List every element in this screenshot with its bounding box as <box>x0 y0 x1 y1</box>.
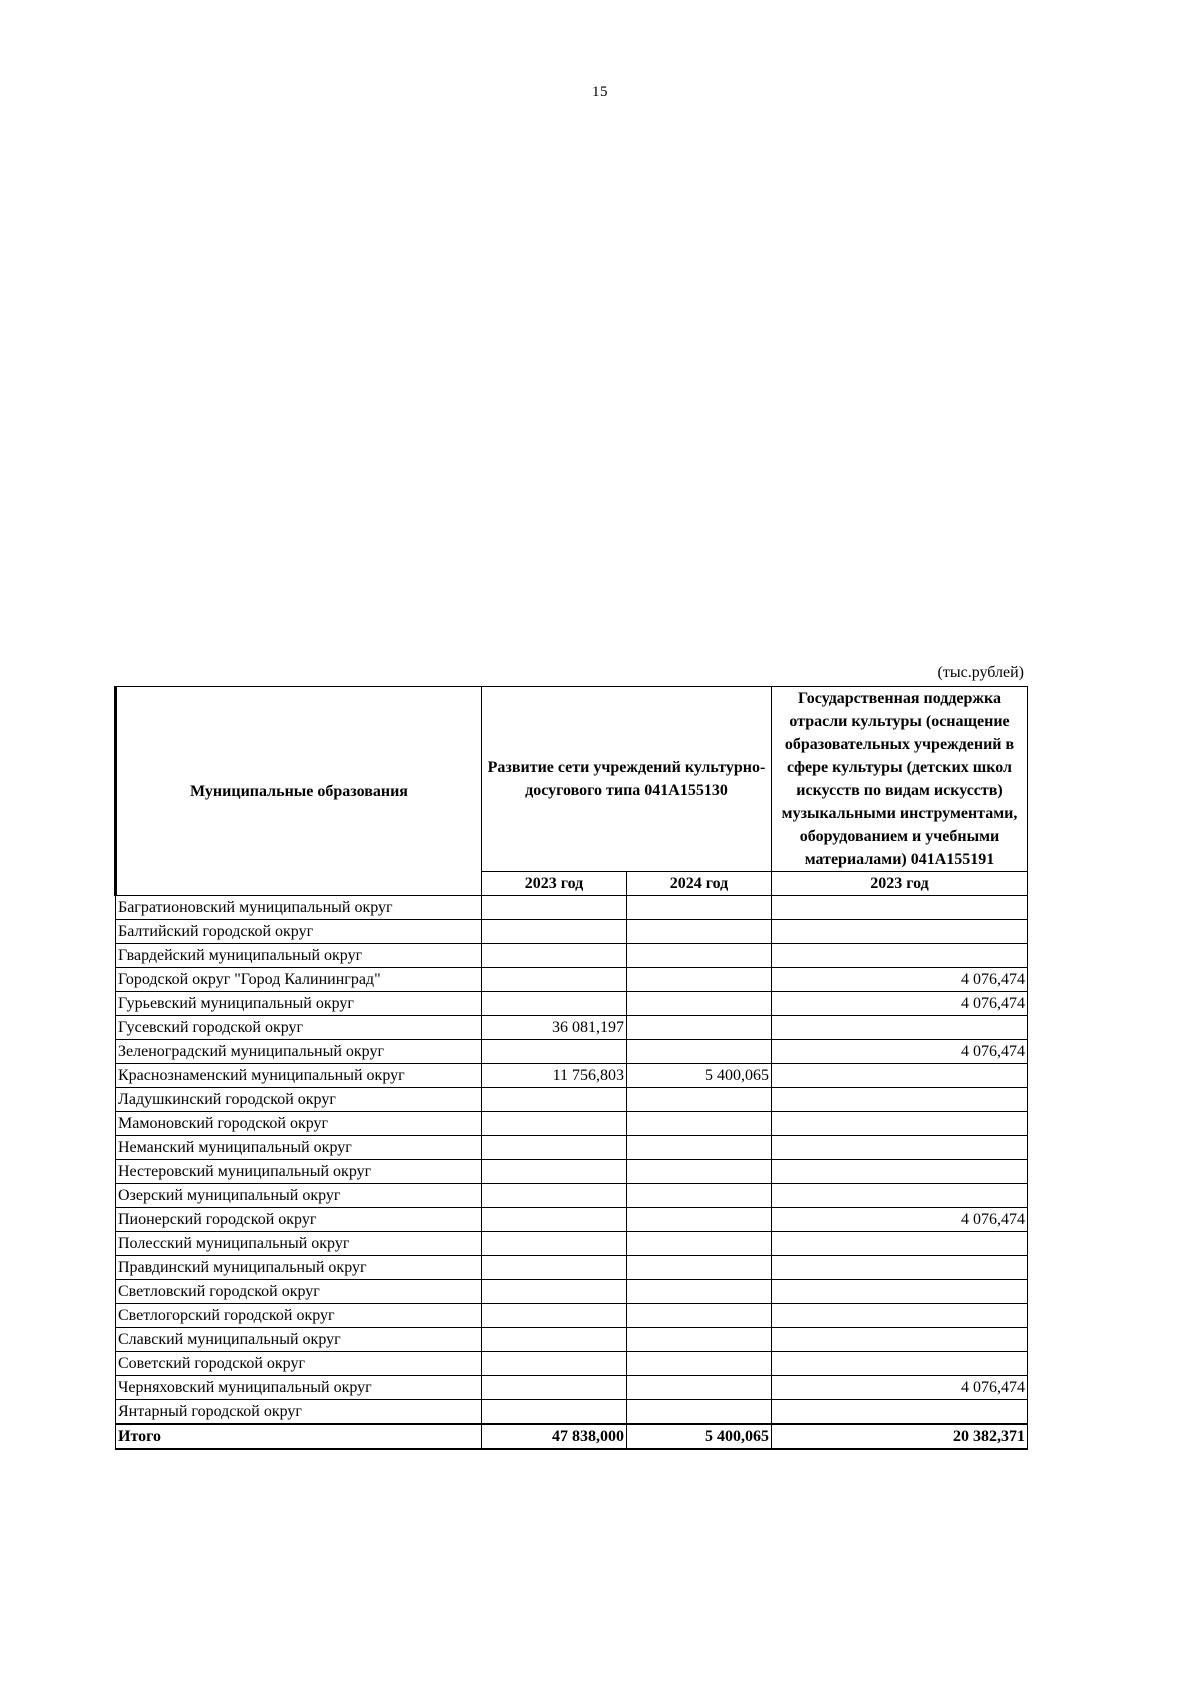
table-row <box>116 1256 1028 1280</box>
value-2023-network <box>482 896 627 920</box>
municipality-name: Советский городской округ <box>116 1352 482 1376</box>
table-row <box>116 1376 1028 1400</box>
value-2023-support <box>772 1232 1028 1256</box>
header-municipality: Муниципальные образования <box>116 687 482 896</box>
value-2023-network <box>482 1304 627 1328</box>
value-2023-network <box>482 1232 627 1256</box>
value-2023-network <box>482 1208 627 1232</box>
value-2023-network <box>482 1328 627 1352</box>
value-2023-network: 11 756,803 <box>482 1064 627 1088</box>
value-2023-support: 4 076,474 <box>772 1040 1028 1064</box>
municipality-name: Городской округ "Город Калининград" <box>116 968 482 992</box>
budget-table <box>114 686 1028 1450</box>
value-2023-support <box>772 1400 1028 1425</box>
municipality-name: Полесский муниципальный округ <box>116 1232 482 1256</box>
value-2023-network <box>482 992 627 1016</box>
municipality-name: Нестеровский муниципальный округ <box>116 1160 482 1184</box>
value-2023-support: 4 076,474 <box>772 968 1028 992</box>
municipality-name: Пионерский городской округ <box>116 1208 482 1232</box>
value-2023-network <box>482 1352 627 1376</box>
value-2023-support: 4 076,474 <box>772 992 1028 1016</box>
value-2023-support <box>772 1160 1028 1184</box>
value-2024-network <box>627 1376 772 1400</box>
value-2023-support <box>772 1352 1028 1376</box>
year-header-a: 2023 год <box>482 872 627 896</box>
value-2024-network <box>627 1088 772 1112</box>
value-2023-network <box>482 1400 627 1425</box>
value-2023-network <box>482 968 627 992</box>
municipality-name: Светлогорский городской округ <box>116 1304 482 1328</box>
table-row <box>116 968 1028 992</box>
value-2023-network <box>482 1112 627 1136</box>
value-2023-network <box>482 1136 627 1160</box>
units-label: (тыс.рублей) <box>937 664 1024 681</box>
municipality-name: Зеленоградский муниципальный округ <box>116 1040 482 1064</box>
total-label: Итого <box>116 1424 482 1449</box>
value-2023-network <box>482 1376 627 1400</box>
value-2024-network <box>627 1304 772 1328</box>
table-row <box>116 1040 1028 1064</box>
table-row <box>116 992 1028 1016</box>
header-culture-network: Развитие сети учреждений культурно-досугового типа 041А155130 <box>482 687 772 872</box>
value-2023-support: 4 076,474 <box>772 1208 1028 1232</box>
municipality-name: Славский муниципальный округ <box>116 1328 482 1352</box>
total-a: 47 838,000 <box>482 1424 627 1449</box>
value-2024-network <box>627 992 772 1016</box>
total-row <box>116 1424 1028 1449</box>
value-2023-support <box>772 1088 1028 1112</box>
value-2023-support <box>772 1256 1028 1280</box>
table-row <box>116 1088 1028 1112</box>
total-b: 5 400,065 <box>627 1424 772 1449</box>
value-2023-support <box>772 1280 1028 1304</box>
table-row <box>116 1280 1028 1304</box>
value-2023-support <box>772 1328 1028 1352</box>
value-2023-network <box>482 1040 627 1064</box>
value-2024-network <box>627 920 772 944</box>
municipality-name: Краснознаменский муниципальный округ <box>116 1064 482 1088</box>
municipality-name: Мамоновский городской округ <box>116 1112 482 1136</box>
value-2023-support <box>772 920 1028 944</box>
page-number: 15 <box>592 84 608 100</box>
value-2023-support <box>772 896 1028 920</box>
value-2024-network <box>627 1352 772 1376</box>
municipality-name: Озерский муниципальный округ <box>116 1184 482 1208</box>
table-row <box>116 896 1028 920</box>
municipality-name: Неманский муниципальный округ <box>116 1136 482 1160</box>
value-2024-network <box>627 1160 772 1184</box>
value-2024-network <box>627 968 772 992</box>
municipality-name: Балтийский городской округ <box>116 920 482 944</box>
municipality-name: Гвардейский муниципальный округ <box>116 944 482 968</box>
year-header-c: 2023 год <box>772 872 1028 896</box>
value-2024-network <box>627 896 772 920</box>
table-row <box>116 1304 1028 1328</box>
value-2024-network <box>627 1016 772 1040</box>
municipality-name: Ладушкинский городской округ <box>116 1088 482 1112</box>
value-2023-support <box>772 1016 1028 1040</box>
value-2024-network <box>627 1208 772 1232</box>
value-2024-network <box>627 1136 772 1160</box>
value-2023-support <box>772 944 1028 968</box>
municipality-name: Черняховский муниципальный округ <box>116 1376 482 1400</box>
table-row <box>116 1016 1028 1040</box>
value-2023-support <box>772 1184 1028 1208</box>
value-2023-network <box>482 944 627 968</box>
value-2023-support <box>772 1136 1028 1160</box>
value-2023-network <box>482 1256 627 1280</box>
value-2023-network <box>482 1280 627 1304</box>
table-row <box>116 1160 1028 1184</box>
value-2024-network <box>627 1280 772 1304</box>
value-2023-support <box>772 1112 1028 1136</box>
municipality-name: Багратионовский муниципальный округ <box>116 896 482 920</box>
municipality-name: Светловский городской округ <box>116 1280 482 1304</box>
municipality-name: Янтарный городской округ <box>116 1400 482 1425</box>
value-2024-network <box>627 1112 772 1136</box>
municipality-name: Гусевский городской округ <box>116 1016 482 1040</box>
year-header-b: 2024 год <box>627 872 772 896</box>
table-row <box>116 1400 1028 1425</box>
municipality-name: Гурьевский муниципальный округ <box>116 992 482 1016</box>
value-2023-support <box>772 1304 1028 1328</box>
header-culture-support: Государственная поддержка отрасли культуры (оснащение образовательных учреждений в сфере культуры (детских школ искусств по видам искусств) музыкальными инструментами, оборудованием и учебными материалами) 041А155191 <box>772 687 1028 872</box>
total-c: 20 382,371 <box>772 1424 1028 1449</box>
table-row <box>116 1352 1028 1376</box>
value-2024-network <box>627 1400 772 1425</box>
table-row <box>116 1112 1028 1136</box>
municipality-name: Правдинский муниципальный округ <box>116 1256 482 1280</box>
value-2024-network <box>627 1328 772 1352</box>
value-2024-network <box>627 944 772 968</box>
value-2024-network: 5 400,065 <box>627 1064 772 1088</box>
table-row <box>116 1208 1028 1232</box>
value-2023-support: 4 076,474 <box>772 1376 1028 1400</box>
table-row <box>116 1136 1028 1160</box>
table-row <box>116 920 1028 944</box>
table-row <box>116 1232 1028 1256</box>
value-2023-network <box>482 920 627 944</box>
value-2024-network <box>627 1184 772 1208</box>
value-2023-network <box>482 1088 627 1112</box>
table-row <box>116 944 1028 968</box>
value-2024-network <box>627 1256 772 1280</box>
value-2023-network <box>482 1184 627 1208</box>
value-2023-network <box>482 1160 627 1184</box>
table-row <box>116 1184 1028 1208</box>
value-2024-network <box>627 1040 772 1064</box>
value-2023-support <box>772 1064 1028 1088</box>
table-row <box>116 1328 1028 1352</box>
value-2023-network: 36 081,197 <box>482 1016 627 1040</box>
table-row <box>116 1064 1028 1088</box>
value-2024-network <box>627 1232 772 1256</box>
